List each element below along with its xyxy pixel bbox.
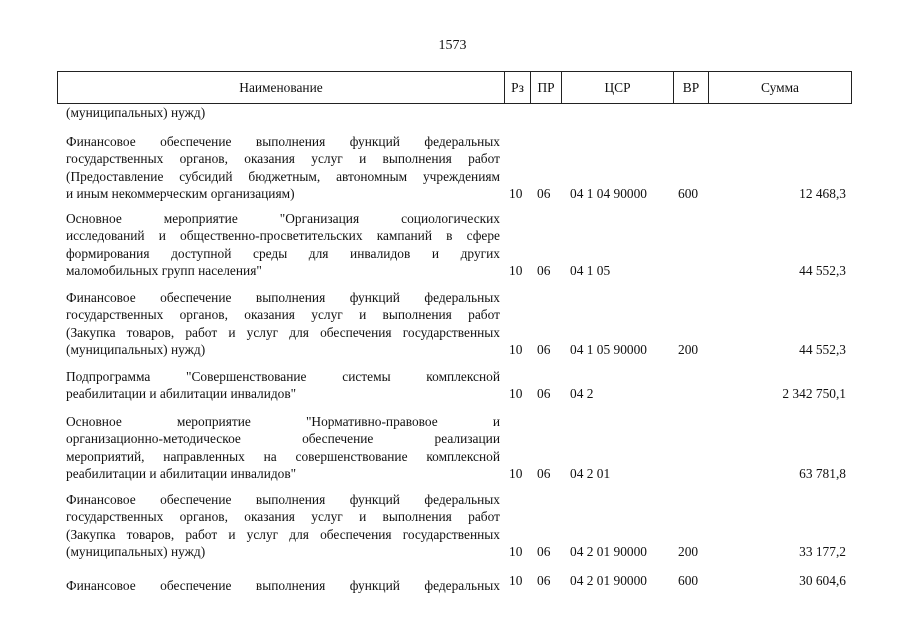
row-name-line: (муниципальных) нужд) xyxy=(66,342,206,358)
row-name-line: (Предоставление субсидий бюджетным, автономным учреждениям xyxy=(66,168,500,184)
row-name-line: реабилитации и абилитации инвалидов" xyxy=(66,466,297,482)
row-name-line: реабилитации и абилитации инвалидов" xyxy=(66,386,297,402)
row-name-line: Финансовое обеспечение выполнения функций федеральных xyxy=(66,290,500,305)
row-csr: 04 2 01 90000 xyxy=(570,573,647,588)
row-name-line: государственных органов, оказания услуг и выполнения работ xyxy=(66,509,500,525)
row-sum: 44 552,3 xyxy=(799,263,846,278)
row-sum: 63 781,8 xyxy=(799,466,846,481)
row-rz: 10 xyxy=(509,386,523,401)
row-name-line: государственных органов, оказания услуг и выполнения работ xyxy=(66,307,500,323)
row-pr: 06 xyxy=(537,186,551,201)
header-name: Наименование xyxy=(58,72,505,104)
row-name-line: Финансовое обеспечение выполнения функций федеральных xyxy=(66,492,500,507)
row-rz: 10 xyxy=(509,466,523,481)
row-vr: 600 xyxy=(678,186,699,201)
row-name-line: Основное мероприятие "Нормативно-правовое и xyxy=(66,414,500,429)
header-rz: Рз xyxy=(505,72,531,104)
table-header xyxy=(57,71,852,104)
row-name-line: и иным некоммерческим организациям) xyxy=(66,186,295,202)
row-pr: 06 xyxy=(537,386,551,401)
row-rz: 10 xyxy=(509,544,523,559)
row-csr: 04 2 xyxy=(570,386,594,401)
row-name-line: государственных органов, оказания услуг и выполнения работ xyxy=(66,151,500,167)
row-name-line: маломобильных групп населения" xyxy=(66,263,262,279)
header-pr: ПР xyxy=(531,72,562,104)
row-pr: 06 xyxy=(537,544,551,559)
row-name-line: (муниципальных) нужд) xyxy=(66,105,206,120)
row-name-line: (Закупка товаров, работ и услуг для обеспечения государственных xyxy=(66,526,500,542)
row-csr: 04 1 05 xyxy=(570,263,611,278)
row-csr: 04 1 04 90000 xyxy=(570,186,647,201)
row-vr: 200 xyxy=(678,342,699,357)
row-pr: 06 xyxy=(537,342,551,357)
row-vr: 600 xyxy=(678,573,699,588)
row-pr: 06 xyxy=(537,573,551,588)
row-vr: 200 xyxy=(678,544,699,559)
row-csr: 04 2 01 90000 xyxy=(570,544,647,559)
row-sum: 2 342 750,1 xyxy=(782,386,846,401)
row-rz: 10 xyxy=(509,263,523,278)
row-name-line: исследований и общественно-просветительских кампаний в сфере xyxy=(66,228,500,244)
row-name-line: формирования доступной среды для инвалидов и других xyxy=(66,245,500,261)
row-name-line: (муниципальных) нужд) xyxy=(66,544,206,560)
row-csr: 04 1 05 90000 xyxy=(570,342,647,357)
row-name-line: Основное мероприятие "Организация социологических xyxy=(66,211,500,226)
row-sum: 33 177,2 xyxy=(799,544,846,559)
row-name-line: (Закупка товаров, работ и услуг для обеспечения государственных xyxy=(66,324,500,340)
row-rz: 10 xyxy=(509,186,523,201)
row-sum: 44 552,3 xyxy=(799,342,846,357)
row-sum: 12 468,3 xyxy=(799,186,846,201)
row-csr: 04 2 01 xyxy=(570,466,611,481)
row-rz: 10 xyxy=(509,573,523,588)
row-name-line: Финансовое обеспечение выполнения функций федеральных xyxy=(66,578,500,593)
row-name-line: Подпрограмма "Совершенствование системы комплексной xyxy=(66,369,500,384)
row-pr: 06 xyxy=(537,466,551,481)
row-name-line: Финансовое обеспечение выполнения функций федеральных xyxy=(66,134,500,149)
header-vr: ВР xyxy=(674,72,709,104)
header-sum: Сумма xyxy=(709,72,852,104)
row-sum: 30 604,6 xyxy=(799,573,846,588)
row-rz: 10 xyxy=(509,342,523,357)
row-pr: 06 xyxy=(537,263,551,278)
row-name-line: организационно-методическое обеспечение реализации xyxy=(66,431,500,447)
header-csr: ЦСР xyxy=(562,72,674,104)
page-number: 1573 xyxy=(438,38,467,53)
row-name-line: мероприятий, направленных на совершенствование комплексной xyxy=(66,448,500,464)
